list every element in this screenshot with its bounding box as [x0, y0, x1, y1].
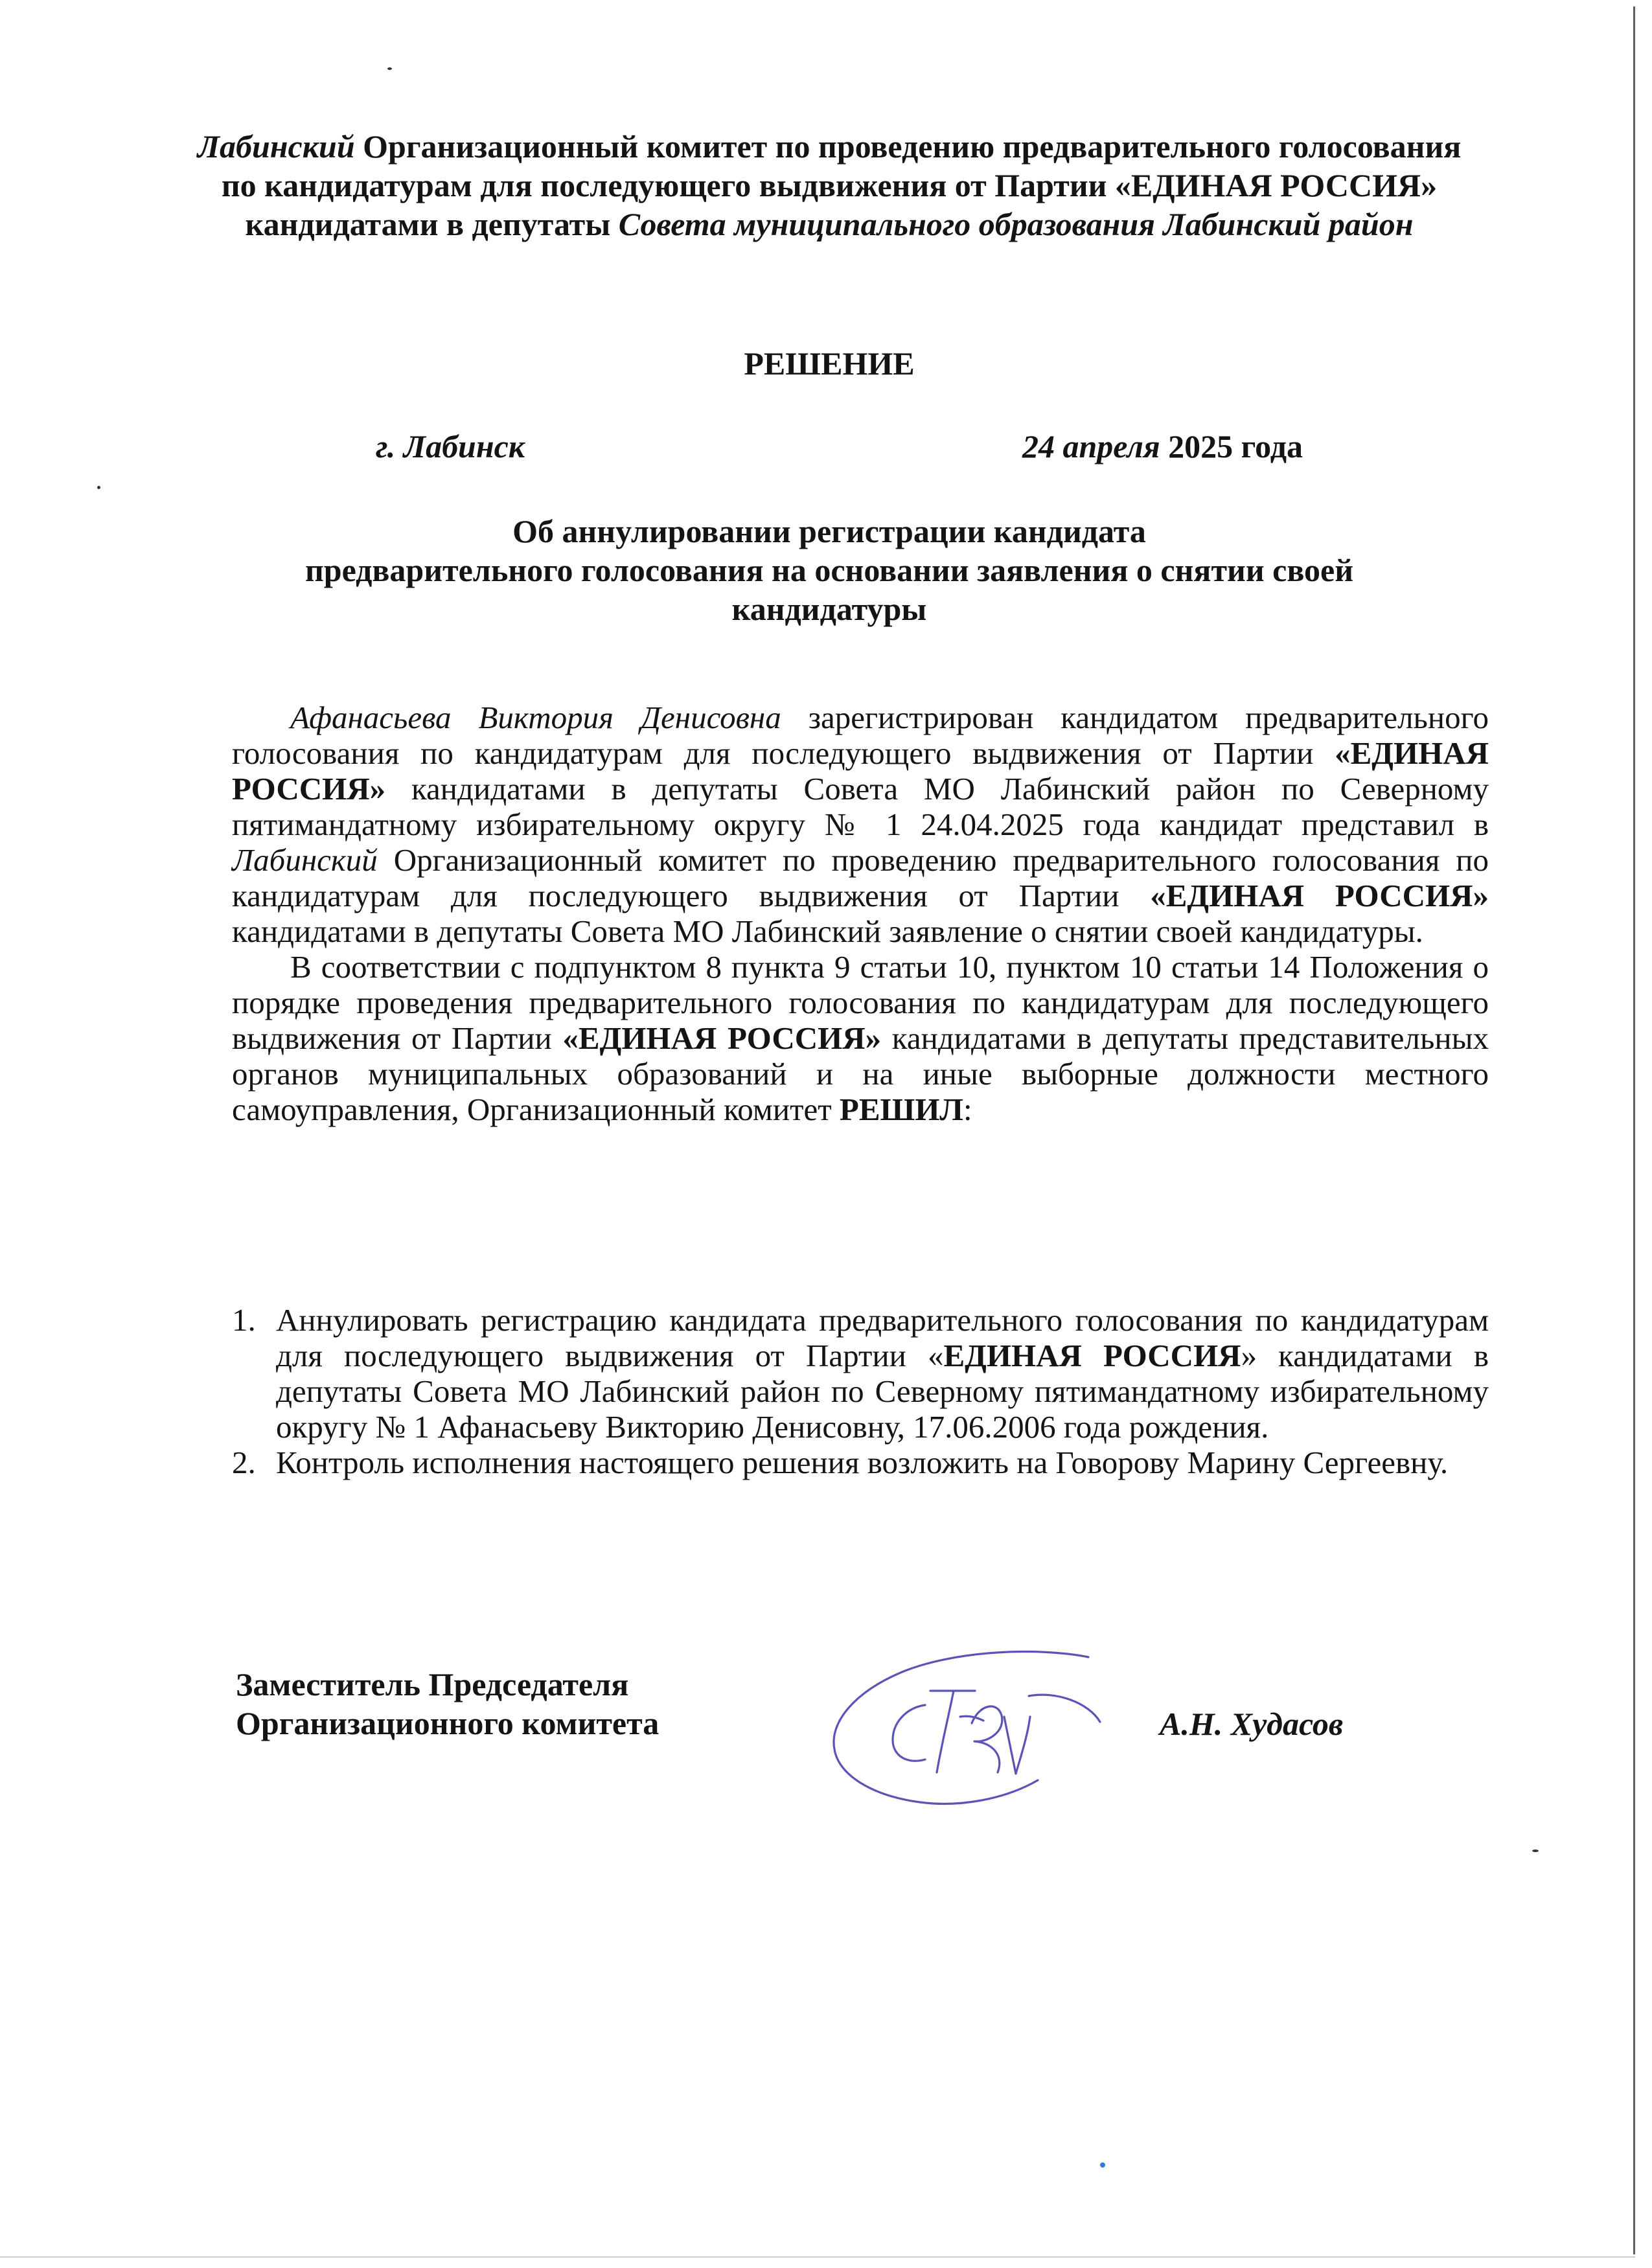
document-city: г. Лабинск	[376, 428, 525, 464]
scan-speck	[387, 67, 392, 70]
subject-line: Об аннулировании регистрации кандидата	[512, 513, 1146, 549]
signatory-name: А.Н. Худасов	[1160, 1706, 1344, 1742]
signatory-role	[236, 1665, 659, 1743]
scan-speck	[97, 486, 100, 489]
resolution-list	[232, 1302, 1489, 1480]
header-organization-name: Лабинский	[197, 128, 355, 165]
handwritten-signature	[810, 1645, 1147, 1807]
resolution-number: 2.	[232, 1445, 256, 1480]
resolution-number: 1.	[232, 1302, 256, 1338]
body-paragraph	[232, 700, 1489, 949]
subject-line: кандидатуры	[731, 591, 927, 627]
resolution-text	[276, 1302, 1489, 1445]
date-year: 2025 года	[1160, 428, 1303, 464]
header-committee-text: Организационный комитет по проведению предварительного голосования по кандидатурам для последующего выдвижения от Партии «ЕДИНАЯ РОССИЯ» кандидатами в депутаты	[221, 128, 1462, 242]
party-name: ЕДИНАЯ РОССИЯ	[943, 1338, 1241, 1373]
paragraph-text: :	[963, 1092, 972, 1127]
resolution-text: Контроль исполнения настоящего решения возложить на Говорову Марину Сергеевну.	[276, 1445, 1449, 1480]
signatory-role-line: Организационного комитета	[236, 1705, 660, 1741]
resolution-text-part: » кандидатами в депутаты Совета МО Лабинский район по Северному пятимандатному избирательному округу № 1 Афанасьеву Викторию Денисовну, 17.06.2006 года рождения.	[276, 1338, 1489, 1445]
paragraph-text: кандидатами в депутаты представительных органов муниципальных образований и на иные выборные должности местного самоуправления, Организационный комитет	[232, 1020, 1489, 1127]
document-subject	[194, 512, 1464, 628]
candidate-name: Афанасьева Виктория Денисовна	[290, 700, 781, 735]
signatory-role-line: Заместитель Председателя	[236, 1666, 629, 1702]
paragraph-text: зарегистрирован кандидатом предварительного голосования по кандидатурам для последующего выдвижения от Партии	[232, 700, 1489, 771]
scan-speck	[1532, 1850, 1539, 1852]
resolution-item	[232, 1445, 1489, 1480]
resolution-item	[232, 1302, 1489, 1445]
paragraph-text: кандидатами в депутаты Совета МО Лабинский район по Северному пятимандатному избирательному округу № 1 24.04.2025 года кандидат представил в	[232, 771, 1489, 842]
party-name: «ЕДИНАЯ РОССИЯ»	[232, 735, 1489, 807]
document-title: РЕШЕНИЕ	[744, 345, 915, 382]
scan-edge	[1633, 6, 1635, 2254]
scan-speck	[1100, 2162, 1105, 2168]
date-day-month: 24 апреля	[1022, 428, 1160, 464]
organization-header	[194, 127, 1464, 244]
scan-edge	[0, 2256, 1635, 2258]
resolution-text-part: Аннулировать регистрацию кандидата предварительного голосования по кандидатурам для последующего выдвижения от Партии «	[276, 1302, 1489, 1373]
paragraph-text: Организационный комитет по проведению предварительного голосования по кандидатурам для последующего выдвижения от Партии	[232, 842, 1489, 913]
party-name: «ЕДИНАЯ РОССИЯ»	[1150, 878, 1489, 913]
document-body	[232, 700, 1489, 1127]
decision-word: РЕШИЛ	[839, 1092, 963, 1127]
paragraph-text: В соответствии с подпунктом 8 пункта 9 статьи 10, пунктом 10 статьи 14 Положения о порядке проведения предварительного голосования по кандидатурам для последующего выдвижения от Партии	[232, 949, 1489, 1056]
header-council-name: Совета муниципального образования Лабинский район	[618, 206, 1414, 242]
organization-name: Лабинский	[232, 842, 378, 878]
body-paragraph	[232, 949, 1489, 1127]
paragraph-text: кандидатами в депутаты Совета МО Лабинский заявление о снятии своей кандидатуры.	[232, 913, 1423, 949]
subject-line: предварительного голосования на основании заявления о снятии своей	[304, 552, 1354, 588]
party-name: «ЕДИНАЯ РОССИЯ»	[562, 1020, 882, 1056]
document-date	[1022, 428, 1303, 465]
